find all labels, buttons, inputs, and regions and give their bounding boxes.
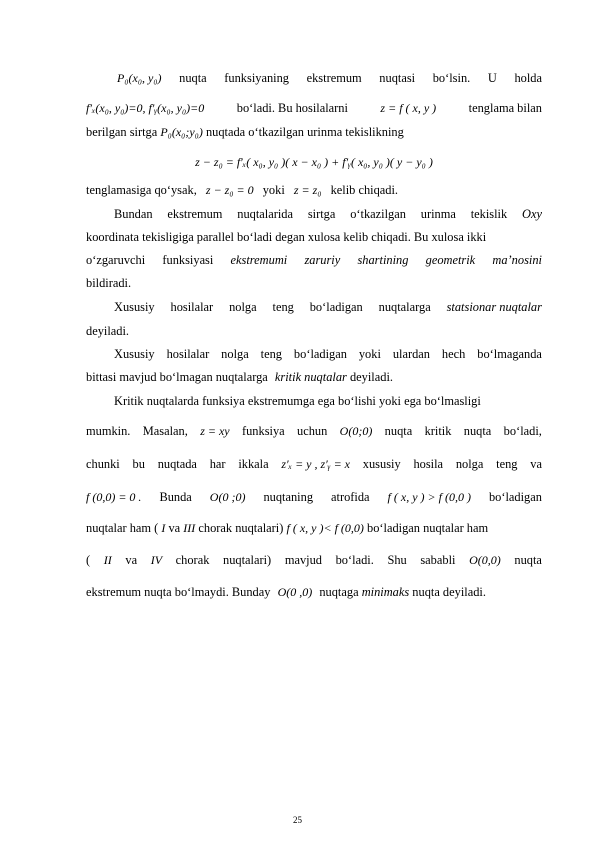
word: mumkin. bbox=[86, 424, 131, 438]
p4-line1 bbox=[114, 346, 542, 362]
text: bittasi mavjud bo‘lmagan nuqtalarga bbox=[86, 370, 268, 384]
word: funksiyaning bbox=[224, 71, 289, 85]
text: ( bbox=[86, 553, 91, 567]
word: Masalan, bbox=[142, 424, 188, 438]
word: zaruriy bbox=[304, 253, 341, 267]
word: ekstremum bbox=[306, 71, 362, 85]
word: nuqtaning bbox=[263, 490, 314, 504]
word: nuqtalari) bbox=[223, 553, 272, 567]
word: geometrik bbox=[425, 253, 476, 267]
formula-partials-zero: f′ₓ(x₀, y₀)=0, f′ᵧ(x₀, y₀)=0 bbox=[86, 101, 205, 115]
p1-line1 bbox=[117, 70, 542, 86]
p5-line5 bbox=[86, 520, 542, 536]
term-statsionar: statsionar nuqtalar bbox=[446, 300, 542, 314]
p4-line2 bbox=[86, 369, 542, 385]
text: kelib chiqadi. bbox=[330, 183, 399, 197]
word: Xususiy bbox=[114, 300, 155, 314]
text: bo‘ladi. Bu hosilalarni bbox=[236, 101, 348, 115]
p5-line4 bbox=[86, 489, 542, 505]
word: va bbox=[125, 553, 138, 567]
term-minimaks: minimaks bbox=[361, 585, 410, 599]
word: ekstremumi bbox=[230, 253, 288, 267]
word: o‘tkazilgan bbox=[350, 207, 406, 221]
word: nuqta bbox=[514, 553, 542, 567]
word: nuqtalarida bbox=[237, 207, 293, 221]
formula-tangent-plane: z − z₀ = f′ₓ( x₀, y₀ )( x − x₀ ) + f′ᵧ( x₀, y₀ )( y − y₀ ) bbox=[195, 155, 433, 169]
formula-z-eq-z0: z = z₀ bbox=[293, 183, 322, 197]
p2-line4: bildiradi. bbox=[86, 276, 132, 290]
word: yoki bbox=[358, 347, 381, 361]
word: nuqtada bbox=[157, 457, 197, 471]
p3-line2: deyiladi. bbox=[86, 324, 130, 338]
word: nuqtasi bbox=[379, 71, 416, 85]
text: deyiladi. bbox=[349, 370, 393, 384]
formula-p0: P₀(x₀, y₀) bbox=[117, 71, 162, 85]
word: nolga bbox=[229, 300, 257, 314]
word: xususiy bbox=[362, 457, 401, 471]
word: mavjud bbox=[284, 553, 322, 567]
word: Oxy bbox=[522, 207, 542, 221]
roman-III: III bbox=[183, 521, 196, 535]
text: va bbox=[168, 521, 181, 535]
p5-line3 bbox=[86, 456, 542, 472]
formula-origin: O(0 ,0) bbox=[277, 585, 313, 599]
text: nuqtaga bbox=[319, 585, 359, 599]
word: ekstremum bbox=[167, 207, 223, 221]
word: va bbox=[530, 457, 542, 471]
text: nuqta deyiladi. bbox=[412, 585, 486, 599]
word: teng bbox=[496, 457, 518, 471]
word: ikkala bbox=[238, 457, 269, 471]
p5-line6 bbox=[86, 552, 542, 568]
text: ekstremum nuqta bo‘lmaydi. Bunday bbox=[86, 585, 271, 599]
text: bo‘ladigan nuqtalar ham bbox=[367, 521, 489, 535]
text: tenglama bilan bbox=[468, 101, 542, 115]
word: Bunda bbox=[159, 490, 192, 504]
word: shartining bbox=[357, 253, 409, 267]
word: o‘zgaruvchi bbox=[86, 253, 146, 267]
word: sababli bbox=[420, 553, 456, 567]
text: chorak nuqtalari) bbox=[198, 521, 284, 535]
roman-I: I bbox=[161, 521, 166, 535]
word: hosilalar bbox=[166, 347, 210, 361]
word: teng bbox=[260, 347, 282, 361]
word: hosila bbox=[413, 457, 444, 471]
word: bu bbox=[132, 457, 145, 471]
word: atrofida bbox=[331, 490, 370, 504]
word: nuqtalarga bbox=[378, 300, 431, 314]
word: hech bbox=[441, 347, 466, 361]
roman-II: II bbox=[103, 553, 112, 567]
word: ma’nosini bbox=[492, 253, 542, 267]
formula-partials-zxy: z′ₓ = y , z′ᵧ = x bbox=[281, 457, 350, 471]
formula-origin: O(0,0) bbox=[469, 553, 501, 567]
p5-line7 bbox=[86, 584, 542, 600]
formula-f00: f (0,0) = 0 . bbox=[86, 490, 142, 504]
text: yoki bbox=[262, 183, 285, 197]
p2-line1 bbox=[114, 206, 542, 222]
word: sirtga bbox=[307, 207, 336, 221]
formula-f-greater: f ( x, y ) > f (0,0 ) bbox=[387, 490, 471, 504]
formula-origin: O(0;0) bbox=[339, 424, 373, 438]
word: har bbox=[209, 457, 226, 471]
text: nuqtada o‘tkazilgan urinma tekislikning bbox=[205, 125, 404, 139]
word: nolga bbox=[221, 347, 249, 361]
term-kritik: kritik nuqtalar bbox=[274, 370, 347, 384]
word: chorak bbox=[175, 553, 210, 567]
word: U bbox=[487, 71, 497, 85]
word: kritik bbox=[424, 424, 452, 438]
formula-origin: O(0 ;0) bbox=[209, 490, 246, 504]
word: bo‘lsin. bbox=[432, 71, 471, 85]
formula-f-less: f ( x, y )< f (0,0) bbox=[286, 521, 364, 535]
word: chunki bbox=[86, 457, 120, 471]
p2-line3 bbox=[86, 252, 542, 268]
word: Bundan bbox=[114, 207, 153, 221]
word: teng bbox=[272, 300, 294, 314]
text: nuqtalar ham ( bbox=[86, 521, 159, 535]
word: nuqta bbox=[463, 424, 492, 438]
word: holda bbox=[514, 71, 542, 85]
roman-IV: IV bbox=[150, 553, 163, 567]
word: nuqta bbox=[384, 424, 413, 438]
word: tekislik bbox=[470, 207, 508, 221]
formula-z-minus-z0: z − z₀ = 0 bbox=[205, 183, 254, 197]
formula-z-fxy: z = f ( x, y ) bbox=[380, 101, 437, 115]
word: ulardan bbox=[392, 347, 430, 361]
word: bo‘ladigan bbox=[293, 347, 347, 361]
p1-line3 bbox=[86, 124, 542, 140]
page-number: 25 bbox=[293, 815, 302, 825]
word: bo‘lmaganda bbox=[477, 347, 542, 361]
word: funksiya bbox=[241, 424, 285, 438]
word: Shu bbox=[387, 553, 407, 567]
p3-line1 bbox=[114, 299, 542, 315]
text: berilgan sirtga bbox=[86, 125, 158, 139]
word: bo‘ladigan bbox=[309, 300, 363, 314]
word: uchun bbox=[297, 424, 328, 438]
word: bo‘ladi. bbox=[335, 553, 374, 567]
p1-tangent-plane-equation bbox=[86, 154, 542, 170]
p5-line2 bbox=[86, 423, 542, 439]
word: funksiyasi bbox=[162, 253, 214, 267]
word: Xususiy bbox=[114, 347, 155, 361]
p2-line2: koordinata tekisligiga parallel bo‘ladi degan xulosa kelib chiqadi. Bu xulosa ikki bbox=[86, 230, 487, 244]
word: urinma bbox=[420, 207, 456, 221]
word: bo‘ladi, bbox=[503, 424, 542, 438]
word: bo‘ladigan bbox=[488, 490, 542, 504]
p5-line1: Kritik nuqtalarda funksiya ekstremumga ega bo‘lishi yoki ega bo‘lmasligi bbox=[114, 394, 481, 408]
word: hosilalar bbox=[170, 300, 214, 314]
p1-line5 bbox=[86, 182, 542, 198]
formula-z-xy: z = xy bbox=[200, 424, 230, 438]
formula-p0-point: P₀(x₀;y₀) bbox=[160, 125, 203, 139]
p1-line2 bbox=[86, 100, 542, 116]
word: nolga bbox=[455, 457, 484, 471]
text: tenglamasiga qo‘ysak, bbox=[86, 183, 197, 197]
word: nuqta bbox=[179, 71, 207, 85]
